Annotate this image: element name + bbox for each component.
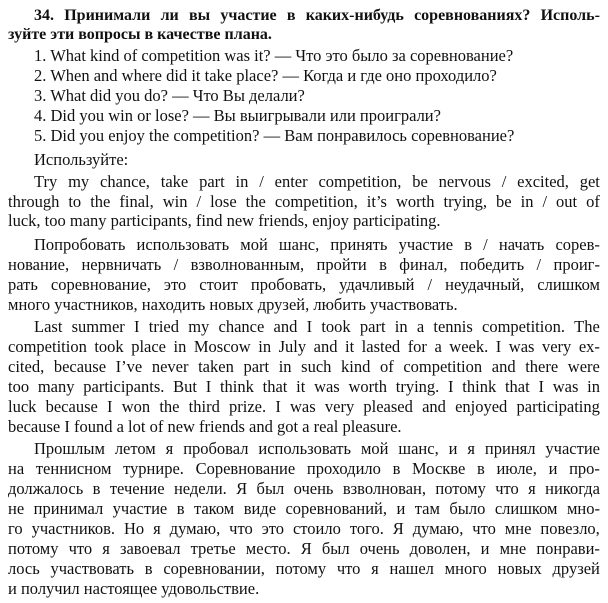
- word: third: [188, 397, 220, 416]
- word: что: [229, 519, 253, 538]
- word: get: [579, 172, 600, 191]
- question-5: 5. Did you enjoy the competition? — Вам понравилось соревнование?: [34, 126, 515, 145]
- word: that: [504, 377, 530, 396]
- word: such: [301, 357, 332, 376]
- word: я: [153, 519, 161, 538]
- word: го: [8, 519, 23, 538]
- word: про-: [569, 459, 600, 478]
- word: 34.: [34, 7, 54, 24]
- word: cited,: [8, 357, 45, 376]
- word: But: [173, 377, 197, 396]
- word: Принимали: [64, 7, 151, 24]
- word: принимал: [33, 499, 104, 518]
- word: think: [462, 377, 497, 396]
- word: worth: [395, 192, 435, 211]
- word: очень: [293, 479, 334, 498]
- word: июле,: [496, 459, 537, 478]
- word: place: [131, 337, 167, 356]
- word: соревнованиях?: [414, 7, 531, 24]
- word: the: [90, 192, 111, 211]
- word: /: [173, 255, 179, 274]
- word: что: [472, 519, 496, 538]
- word: very: [324, 397, 355, 416]
- phrases-ru-line-2: [8, 254, 600, 275]
- word: каких-нибудь: [305, 7, 404, 24]
- word: новых: [497, 559, 542, 578]
- word: очень: [359, 539, 400, 558]
- word: турнире.: [123, 459, 184, 478]
- word: что: [495, 479, 519, 498]
- word: что: [68, 539, 93, 558]
- word: many: [37, 377, 75, 396]
- word: was: [314, 377, 340, 396]
- word: be: [496, 192, 512, 211]
- phrases-ru-line-1: [34, 234, 600, 255]
- word: в: [286, 7, 296, 24]
- word: и: [448, 439, 458, 458]
- word: think: [219, 377, 254, 396]
- word: и: [480, 539, 490, 558]
- word: Но: [123, 519, 145, 538]
- word: I: [448, 377, 454, 396]
- word: было: [449, 499, 486, 518]
- word: Last: [34, 317, 63, 336]
- word: my: [188, 317, 210, 336]
- word: a: [434, 337, 442, 356]
- story-ru-line-2: [8, 458, 600, 479]
- word: /: [501, 172, 507, 191]
- word: победить: [459, 255, 525, 274]
- word: мой: [240, 235, 268, 254]
- word: and: [491, 357, 516, 376]
- word: trying,: [443, 192, 488, 211]
- word: /: [542, 192, 548, 211]
- word: в: [144, 559, 153, 578]
- word: my: [68, 172, 90, 191]
- word: мне: [499, 539, 527, 558]
- word: это: [163, 275, 187, 294]
- word: это: [261, 519, 285, 538]
- word: нование,: [8, 255, 70, 274]
- word: думаю,: [169, 519, 221, 538]
- word: part: [359, 317, 386, 336]
- word: prize.: [229, 397, 267, 416]
- word: что: [336, 559, 361, 578]
- word: в: [92, 479, 101, 498]
- word: я: [467, 439, 475, 458]
- word: удачливый: [339, 275, 415, 294]
- word: I’ve: [115, 357, 143, 376]
- story-en-line-5: [8, 396, 600, 417]
- word: competition: [403, 357, 483, 376]
- word: won: [121, 397, 151, 416]
- word: there: [525, 357, 559, 376]
- word: использовать: [258, 439, 352, 458]
- word: финал,: [399, 255, 448, 274]
- word: in: [278, 357, 292, 376]
- word: взволнован,: [342, 479, 427, 498]
- word: пробовать,: [250, 275, 327, 294]
- word: in: [235, 172, 249, 191]
- word: принял: [484, 439, 536, 458]
- word: проходило: [306, 459, 381, 478]
- word: участие: [545, 439, 600, 458]
- word: в: [476, 459, 485, 478]
- word: it: [344, 337, 355, 356]
- question-2: 2. When and where did it take place? — Когда и где оно проходило?: [34, 66, 497, 85]
- word: вы: [188, 7, 211, 24]
- word: out: [556, 192, 578, 211]
- word: в: [379, 255, 387, 274]
- word: Moscow: [193, 337, 251, 356]
- word: competition,: [274, 192, 358, 211]
- word: летом: [114, 439, 156, 458]
- word: соревнований,: [285, 499, 388, 518]
- word: lasted: [361, 337, 401, 356]
- word: July: [278, 337, 307, 356]
- word: я: [371, 559, 379, 578]
- word: taken: [198, 357, 234, 376]
- word: /: [196, 192, 202, 211]
- word: рать: [8, 275, 38, 294]
- word: ли: [160, 7, 179, 24]
- word: участие: [398, 235, 454, 254]
- word: took: [94, 337, 124, 356]
- word: проиг-: [553, 255, 600, 274]
- word: Try: [34, 172, 58, 191]
- word: нашел: [389, 559, 434, 578]
- word: the: [159, 397, 180, 416]
- word: tennis: [433, 317, 473, 336]
- word: participants.: [83, 377, 165, 396]
- word: /: [483, 235, 488, 254]
- word: соревновании,: [163, 559, 265, 578]
- word: enter: [274, 172, 308, 191]
- word: chance: [218, 317, 265, 336]
- word: trying.: [395, 377, 440, 396]
- word: Попробовать: [34, 235, 126, 254]
- word: понрави-: [536, 539, 600, 558]
- word: стоило: [292, 519, 341, 538]
- word: недели.: [173, 479, 227, 498]
- word: part: [199, 172, 225, 191]
- word: for: [407, 337, 427, 356]
- word: win: [162, 192, 188, 211]
- word: я: [102, 539, 110, 558]
- word: шанс,: [278, 235, 320, 254]
- word: I: [306, 317, 313, 336]
- word: принять: [330, 235, 388, 254]
- word: never: [151, 357, 189, 376]
- exercise-title-line-2: зуйте эти вопросы в качестве плана.: [8, 26, 272, 43]
- word: enjoyed: [455, 397, 508, 416]
- word: шанс,: [398, 439, 439, 458]
- word: lose: [210, 192, 237, 211]
- word: Я: [392, 519, 404, 538]
- word: третье: [190, 539, 236, 558]
- word: I: [134, 317, 140, 336]
- word: in: [173, 337, 187, 356]
- word: Исполь-: [540, 7, 600, 24]
- word: because: [53, 357, 107, 376]
- story-ru-line-1: [34, 438, 600, 459]
- word: не: [8, 499, 25, 518]
- word: в: [392, 459, 401, 478]
- word: на: [8, 459, 25, 478]
- word: was: [290, 397, 316, 416]
- word: потому: [8, 539, 59, 558]
- word: part: [243, 357, 270, 376]
- word: I: [205, 377, 212, 396]
- word: /: [259, 172, 264, 191]
- word: /: [536, 255, 542, 274]
- word: pleased: [363, 397, 413, 416]
- word: друзей: [552, 559, 600, 578]
- word: too: [8, 377, 30, 396]
- word: /: [427, 275, 433, 294]
- word: week.: [449, 337, 489, 356]
- word: nervous: [438, 172, 491, 191]
- word: стоит: [199, 275, 238, 294]
- story-ru-line-7: [8, 558, 600, 579]
- word: сорев-: [555, 235, 600, 254]
- word: таком: [193, 499, 235, 518]
- word: of: [379, 357, 394, 376]
- word: мне: [504, 519, 532, 538]
- word: summer: [71, 317, 125, 336]
- word: chance,: [100, 172, 150, 191]
- story-en-line-1: [34, 316, 600, 337]
- word: использовать: [136, 235, 230, 254]
- word: it’s: [366, 192, 387, 211]
- word: Прошлым: [34, 439, 105, 458]
- word: I: [107, 397, 113, 416]
- word: and: [313, 337, 338, 356]
- story-ru-line-6: [8, 538, 600, 559]
- word: лось: [8, 559, 40, 578]
- word: много: [444, 559, 487, 578]
- word: kind: [341, 357, 371, 376]
- word: пройти: [316, 255, 367, 274]
- word: of: [586, 192, 600, 211]
- word: участников.: [31, 519, 115, 538]
- word: участие: [220, 7, 277, 24]
- word: very: [541, 337, 572, 356]
- word: in: [258, 337, 272, 356]
- story-ru-line-8: и получил настоящее удовольствие.: [8, 579, 260, 598]
- word: tried: [148, 317, 179, 336]
- word: участие: [112, 499, 168, 518]
- word: ex-: [578, 337, 600, 356]
- word: повезло,: [540, 519, 600, 538]
- word: because: [45, 397, 98, 416]
- word: того.: [349, 519, 384, 538]
- word: Я: [236, 479, 248, 498]
- word: I: [538, 377, 544, 396]
- word: в: [464, 235, 473, 254]
- story-ru-line-3: [8, 478, 600, 499]
- word: виде: [243, 499, 277, 518]
- word: я: [165, 439, 174, 458]
- word: и: [396, 499, 406, 518]
- word: Москве: [412, 459, 466, 478]
- word: пробовал: [183, 439, 249, 458]
- word: excited,: [517, 172, 569, 191]
- story-en-line-2: [8, 336, 600, 357]
- word: слишком: [537, 275, 600, 294]
- word: доволен,: [409, 539, 471, 558]
- phrases-en-line-3: luck, too many participants, find new friends, enjoy participating.: [8, 211, 441, 230]
- word: it: [296, 377, 306, 396]
- word: там: [414, 499, 440, 518]
- word: мой: [360, 439, 389, 458]
- word: competition,: [318, 172, 402, 191]
- word: мно-: [566, 499, 600, 518]
- word: слишком: [494, 499, 558, 518]
- word: participating: [516, 397, 600, 416]
- question-4: 4. Did you win or lose? — Вы выигрывали или проиграли?: [34, 106, 441, 125]
- phrases-en-line-1: [34, 171, 600, 192]
- word: участвовать: [50, 559, 135, 578]
- word: was: [508, 337, 535, 356]
- use-label: Используйте:: [34, 150, 129, 169]
- word: be: [412, 172, 428, 191]
- question-1: 1. What kind of competition was it? — Что это было за соревнование?: [34, 46, 514, 65]
- question-3: 3. What did you do? — Что Вы делали?: [34, 86, 305, 105]
- word: I: [275, 397, 281, 416]
- word: took: [321, 317, 351, 336]
- word: to: [68, 192, 82, 211]
- word: the: [245, 192, 266, 211]
- word: and: [273, 317, 298, 336]
- story-en-line-3: [8, 356, 600, 377]
- word: that: [262, 377, 288, 396]
- exercise-title-line-1: [34, 5, 600, 26]
- word: нервничать: [81, 255, 162, 274]
- word: место.: [245, 539, 291, 558]
- word: Соревнование: [195, 459, 296, 478]
- phrases-en-line-2: [8, 191, 600, 212]
- word: теннисном: [35, 459, 112, 478]
- word: и: [548, 459, 558, 478]
- word: никогда: [545, 479, 600, 498]
- word: and: [422, 397, 446, 416]
- word: в: [176, 499, 185, 518]
- word: был: [321, 539, 350, 558]
- word: The: [574, 317, 600, 336]
- story-en-line-6: because I found a lot of new friends and got a real pleasure.: [8, 417, 402, 436]
- word: I: [495, 337, 502, 356]
- word: неудачный,: [445, 275, 525, 294]
- word: take: [160, 172, 189, 191]
- word: luck: [8, 397, 37, 416]
- word: competition.: [482, 317, 565, 336]
- story-en-line-4: [8, 376, 600, 397]
- word: начать: [498, 235, 545, 254]
- word: Я: [300, 539, 312, 558]
- word: was: [552, 377, 579, 396]
- word: in: [587, 377, 600, 396]
- word: должалось: [8, 479, 84, 498]
- word: взволнованным,: [190, 255, 305, 274]
- word: through: [8, 192, 60, 211]
- word: worth: [348, 377, 387, 396]
- word: потому: [435, 479, 486, 498]
- word: a: [416, 317, 425, 336]
- word: течение: [109, 479, 165, 498]
- word: потому: [275, 559, 327, 578]
- word: final,: [119, 192, 154, 211]
- story-ru-line-4: [8, 498, 600, 519]
- story-ru-line-5: [8, 518, 600, 539]
- word: думаю,: [412, 519, 464, 538]
- word: был: [256, 479, 285, 498]
- word: were: [567, 357, 600, 376]
- word: я: [528, 479, 536, 498]
- word: competition: [8, 337, 87, 356]
- phrases-ru-line-3: [8, 274, 600, 295]
- phrases-ru-line-4: много участников, находить новых друзей, любить участвовать.: [8, 295, 458, 314]
- word: in: [520, 192, 534, 211]
- word: соревнование,: [50, 275, 151, 294]
- word: in: [394, 317, 408, 336]
- word: завоевал: [119, 539, 181, 558]
